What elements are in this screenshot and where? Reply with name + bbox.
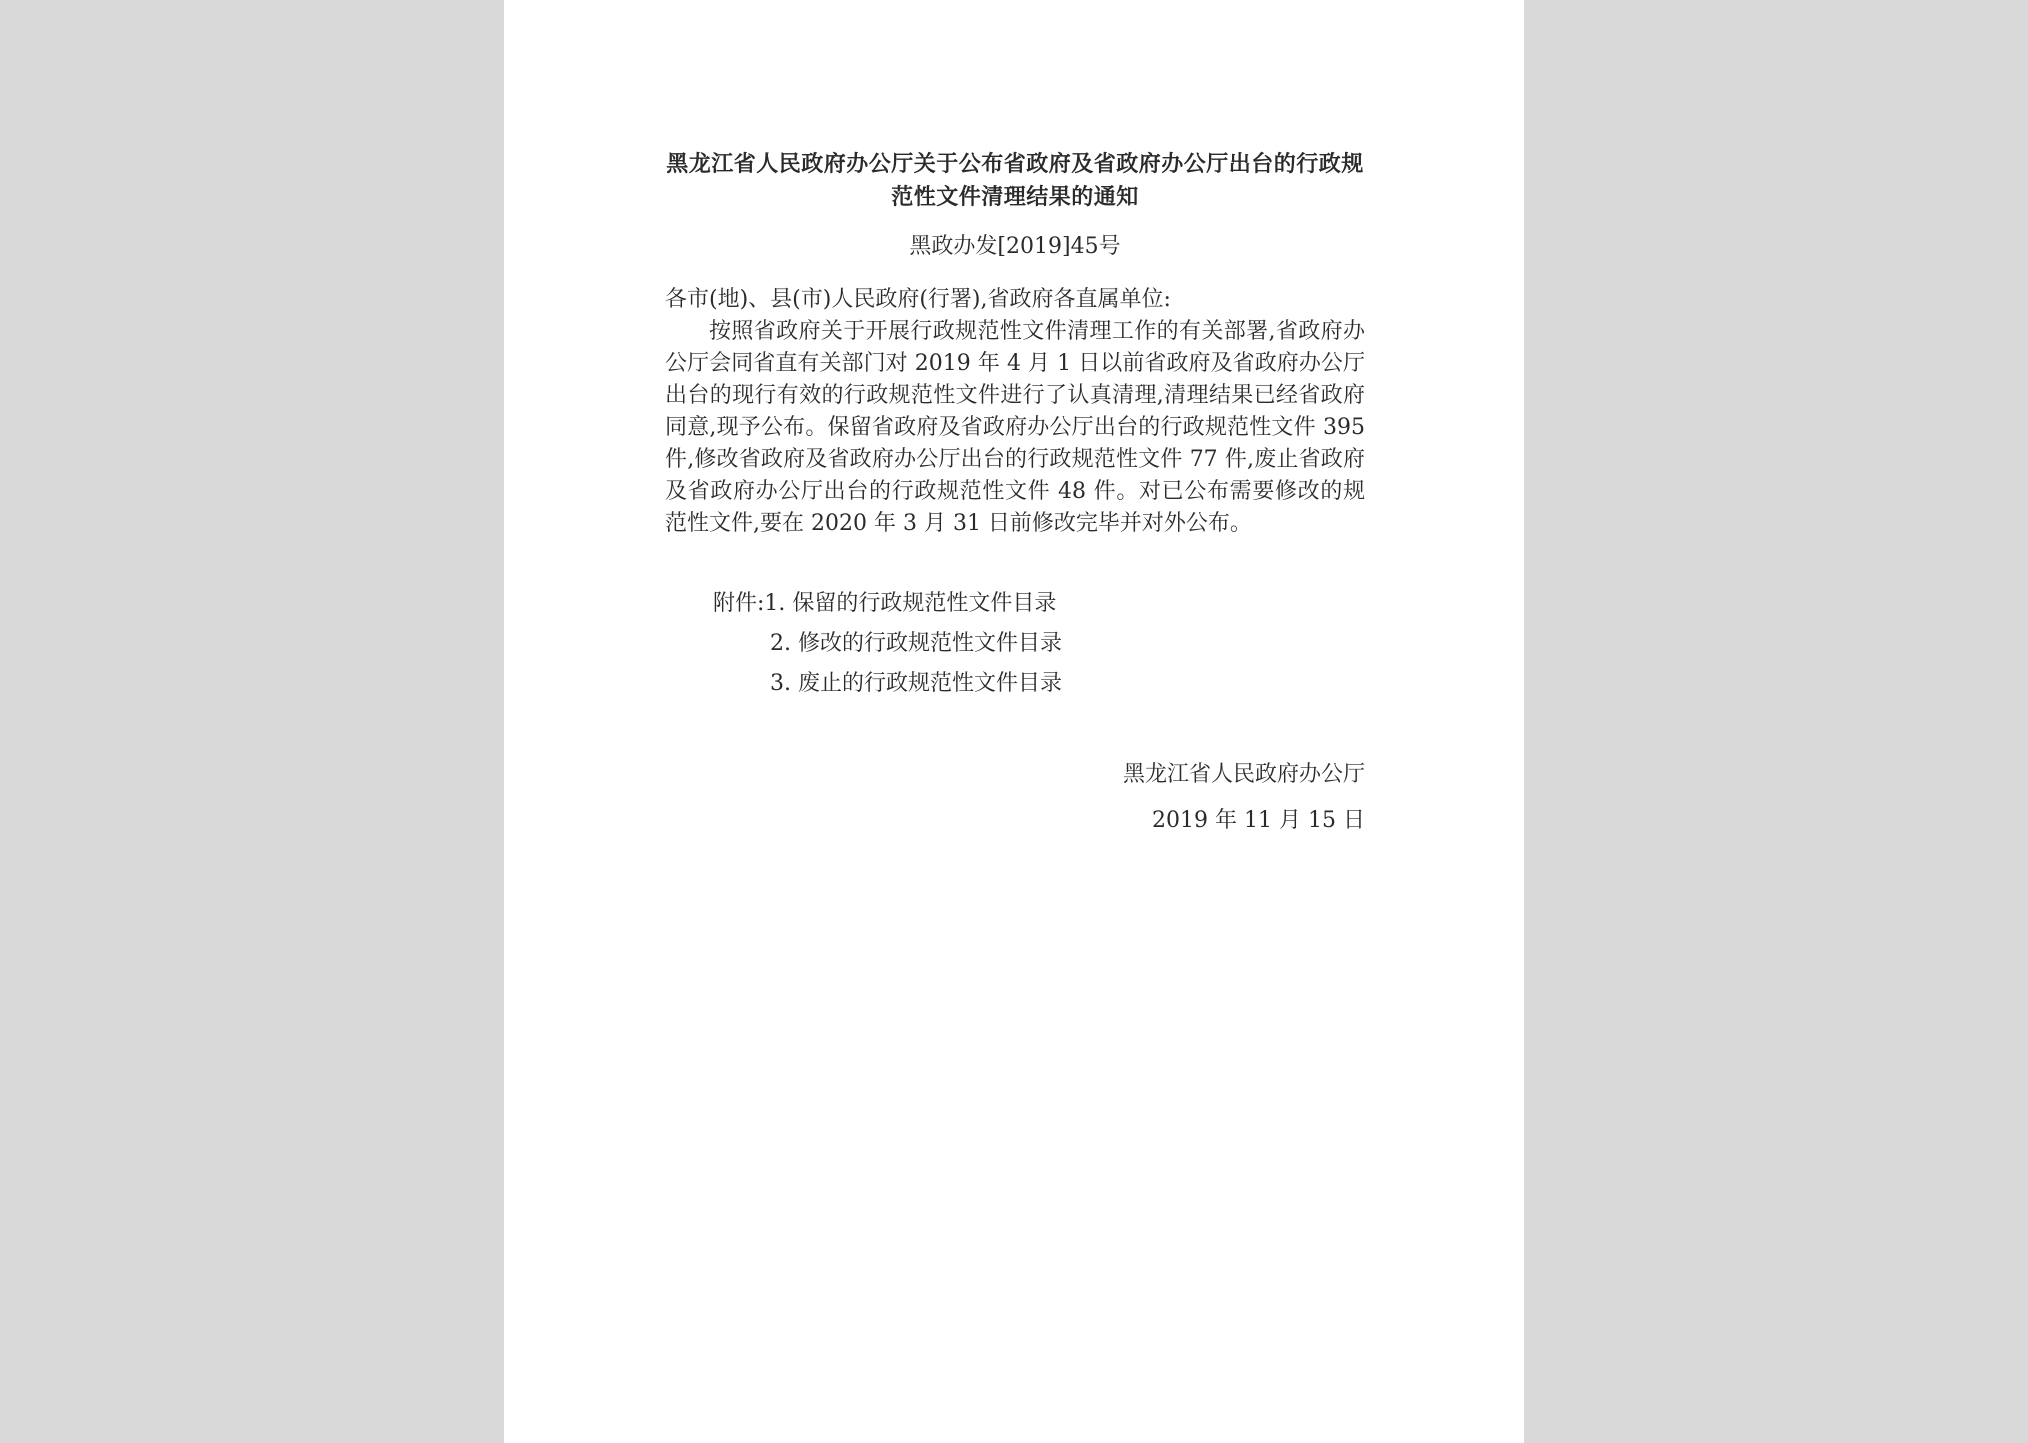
attachment-title: 2. 修改的行政规范性文件目录 (770, 631, 1062, 656)
salutation: 各市(地)、县(市)人民政府(行署),省政府各直属单位: (665, 287, 1171, 312)
document-number: 黑政办发[2019]45号 (909, 234, 1121, 259)
document-content (665, 148, 1365, 844)
document-title: 黑龙江省人民政府办公厅关于公布省政府及省政府办公厅出台的行政规范性文件清理结果的通知 (666, 152, 1364, 210)
attachment-item (665, 664, 1365, 704)
attachment-item (665, 584, 1365, 624)
attachment-item (665, 624, 1365, 664)
attachment-title: 1. 保留的行政规范性文件目录 (764, 591, 1057, 616)
attachments-label: 附件: (713, 591, 765, 616)
issuer-name: 黑龙江省人民政府办公厅 (1122, 762, 1365, 787)
issue-date: 2019 年 11 月 15 日 (1152, 808, 1365, 833)
body-paragraph: 按照省政府关于开展行政规范性文件清理工作的有关部署,省政府办公厅会同省直有关部门对 2019 年 4 月 1 日以前省政府及省政府办公厅出台的现行有效的行政规范性文件进行了认真清理,清理结果已经省政府同意,现予公布。保留省政府及省政府办公厅出台的行政规范性文件 395 件,修改省政府及省政府办公厅出台的行政规范性文件 77 件,废止省政府及省政府办公厅出台的行政规范性文件 48 件。对已公布需要修改的规范性文件,要在 2020 年 3 月 31 日前修改完毕并对外公布。 (665, 319, 1365, 536)
signature-block (665, 752, 1365, 844)
document-page (504, 0, 1524, 1443)
attachments-list (665, 584, 1365, 704)
attachment-title: 3. 废止的行政规范性文件目录 (770, 671, 1062, 696)
